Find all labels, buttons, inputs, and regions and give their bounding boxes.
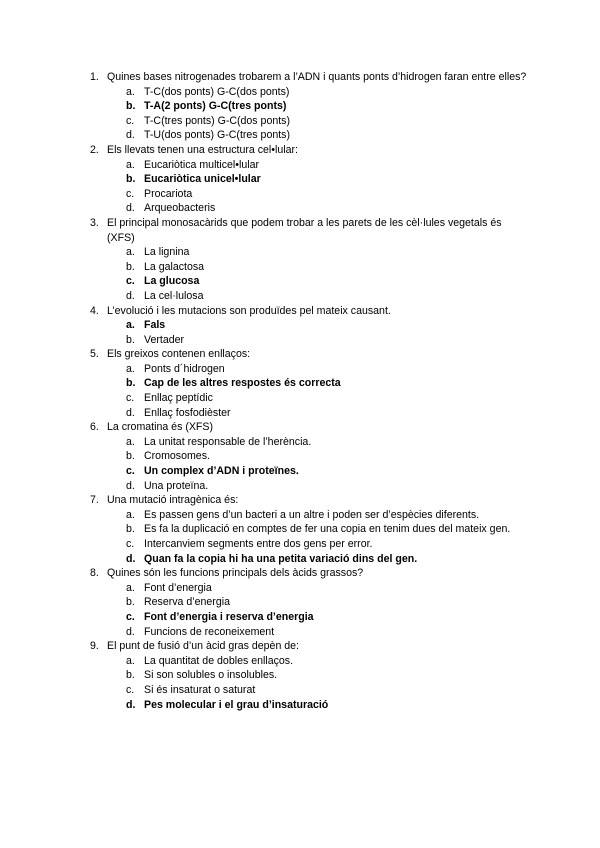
- answer-option: [90, 449, 530, 464]
- option-letter: b.: [126, 333, 135, 346]
- option-letter: d.: [126, 698, 136, 711]
- option-letter: b.: [126, 523, 135, 536]
- answer-option: [90, 625, 530, 640]
- answer-option-correct: [90, 610, 530, 625]
- answer-option-correct: [90, 552, 530, 567]
- question-item: [90, 347, 530, 362]
- option-text: Intercanviem segments entre dos gens per error.: [144, 538, 373, 550]
- option-letter: a.: [126, 508, 135, 521]
- question-item: [90, 143, 530, 158]
- answer-option: [90, 114, 530, 129]
- answer-option-correct: [90, 99, 530, 114]
- question-text: Els llevats tenen una estructura cel•lular:: [107, 143, 298, 156]
- question-text: El principal monosacàrids que podem trobar a les parets de les cèl·lules vegetals és (XFS): [107, 216, 502, 244]
- answer-option-correct: [90, 172, 530, 187]
- answer-option: [90, 595, 530, 610]
- question-number: 8.: [90, 567, 99, 580]
- answer-option: [90, 85, 530, 100]
- option-letter: d.: [126, 552, 136, 565]
- option-letter: c.: [126, 538, 135, 550]
- option-text: La glucosa: [144, 275, 200, 288]
- option-letter: b.: [126, 100, 136, 113]
- answer-option: [90, 406, 530, 421]
- answer-option: [90, 245, 530, 260]
- answer-option: [90, 362, 530, 377]
- option-letter: c.: [126, 683, 135, 696]
- option-text: T-A(2 ponts) G-C(tres ponts): [144, 100, 287, 113]
- option-letter: d.: [126, 479, 135, 492]
- option-text: Es fa la duplicació en comptes de fer una copia en tenim dues del mateix gen.: [144, 523, 511, 536]
- option-text: La unitat responsable de l’herència.: [144, 435, 312, 448]
- answer-option: [90, 128, 530, 143]
- question-text: L’evolució i les mutacions son produïdes pel mateix causant.: [107, 304, 391, 317]
- answer-option: [90, 435, 530, 450]
- question-number: 3.: [90, 216, 99, 229]
- option-text: Pes molecular i el grau d’insaturació: [144, 698, 329, 711]
- option-letter: d.: [126, 625, 135, 638]
- answer-option: [90, 391, 530, 406]
- option-letter: b.: [126, 173, 136, 186]
- question-item: [90, 639, 530, 654]
- option-letter: c.: [126, 610, 135, 623]
- question-number: 1.: [90, 71, 99, 83]
- option-text: La cel·lulosa: [144, 289, 204, 302]
- option-text: Quan fa la copia hi ha una petita variació dins del gen.: [144, 552, 418, 565]
- answer-option: [90, 187, 530, 202]
- option-text: Un complex d’ADN i proteïnes.: [144, 465, 299, 478]
- answer-option: [90, 479, 530, 494]
- option-text: Enllaç peptídic: [144, 392, 213, 405]
- option-text: Cromosomes.: [144, 450, 210, 463]
- answer-option-correct: [90, 464, 530, 479]
- question-item: [90, 304, 530, 319]
- option-text: Reserva d’energia: [144, 596, 230, 609]
- option-text: Enllaç fosfodièster: [144, 406, 231, 419]
- question-item: [90, 566, 530, 581]
- question-number: 4.: [90, 304, 99, 317]
- answer-option: [90, 158, 530, 173]
- question-number: 7.: [90, 494, 99, 507]
- question-number: 2.: [90, 143, 99, 156]
- option-letter: a.: [126, 246, 135, 259]
- option-text: T-C(tres ponts) G-C(dos ponts): [144, 114, 290, 127]
- question-item: [90, 420, 530, 435]
- answer-option-correct: [90, 376, 530, 391]
- option-text: Eucariòtica unicel•lular: [144, 173, 261, 186]
- option-text: Font d’energia i reserva d’energia: [144, 610, 314, 623]
- option-letter: b.: [126, 450, 135, 463]
- answer-options: [90, 158, 530, 216]
- option-text: Si és insaturat o saturat: [144, 683, 256, 696]
- answer-options: [90, 581, 530, 639]
- option-text: Cap de les altres respostes és correcta: [144, 377, 341, 390]
- answer-options: [90, 85, 530, 143]
- option-text: La quantitat de dobles enllaços.: [144, 654, 294, 667]
- question-number: 5.: [90, 348, 99, 361]
- question-item: [90, 493, 530, 508]
- option-text: Procariota: [144, 187, 193, 200]
- option-letter: d.: [126, 202, 135, 215]
- question-text: Una mutació intragènica és:: [107, 494, 239, 507]
- option-letter: c.: [126, 187, 135, 200]
- answer-option-correct: [90, 274, 530, 289]
- answer-option: [90, 260, 530, 275]
- option-letter: a.: [126, 654, 135, 667]
- question-text: El punt de fusió d’un àcid gras depèn de:: [107, 640, 300, 653]
- option-text: Eucariòtica multicel•lular: [144, 158, 259, 171]
- option-letter: b.: [126, 377, 136, 390]
- option-text: Fals: [144, 319, 166, 332]
- option-letter: a.: [126, 319, 135, 332]
- option-text: T-U(dos ponts) G-C(tres ponts): [144, 129, 290, 142]
- question-text: Els greixos contenen enllaços:: [107, 348, 251, 361]
- option-letter: c.: [126, 465, 135, 478]
- option-letter: a.: [126, 581, 135, 594]
- answer-option: [90, 668, 530, 683]
- answer-option: [90, 537, 530, 552]
- option-letter: b.: [126, 260, 135, 273]
- option-letter: c.: [126, 114, 135, 127]
- question-number: 9.: [90, 640, 99, 653]
- option-letter: c.: [126, 275, 135, 288]
- option-letter: b.: [126, 596, 135, 609]
- option-letter: a.: [126, 362, 135, 375]
- answer-options: [90, 654, 530, 712]
- option-text: Es passen gens d’un bacteri a un altre i poden ser d’espècies diferents.: [144, 508, 480, 521]
- option-text: Si son solubles o insolubles.: [144, 669, 278, 682]
- answer-option: [90, 581, 530, 596]
- question-text: Quines bases nitrogenades trobarem a l’ADN i quants ponts d’hidrogen faran entre elles?: [107, 71, 527, 83]
- option-text: La lignina: [144, 246, 190, 259]
- question-text: Quines són les funcions principals dels àcids grassos?: [107, 567, 364, 580]
- question-text: La cromatina és (XFS): [107, 421, 213, 434]
- option-text: Una proteïna.: [144, 479, 209, 492]
- answer-option: [90, 289, 530, 304]
- document-body: [90, 70, 530, 712]
- option-letter: b.: [126, 669, 135, 682]
- answer-option-correct: [90, 318, 530, 333]
- answer-option: [90, 683, 530, 698]
- option-letter: d.: [126, 406, 135, 419]
- answer-option-correct: [90, 698, 530, 713]
- answer-option: [90, 654, 530, 669]
- answer-option: [90, 333, 530, 348]
- option-letter: a.: [126, 435, 135, 448]
- option-text: Ponts d´hidrogen: [144, 362, 225, 375]
- option-text: Funcions de reconeixement: [144, 625, 275, 638]
- option-letter: d.: [126, 289, 135, 302]
- option-letter: c.: [126, 392, 135, 405]
- option-letter: a.: [126, 85, 135, 98]
- answer-options: [90, 362, 530, 420]
- question-item: [90, 70, 530, 85]
- answer-option: [90, 522, 530, 537]
- answer-options: [90, 508, 530, 566]
- answer-options: [90, 318, 530, 347]
- option-text: T-C(dos ponts) G-C(dos ponts): [144, 85, 290, 98]
- answer-options: [90, 435, 530, 493]
- option-text: Font d’energia: [144, 581, 212, 594]
- question-item: [90, 216, 530, 245]
- option-letter: d.: [126, 129, 135, 142]
- option-text: Arqueobacteris: [144, 202, 216, 215]
- answer-option: [90, 508, 530, 523]
- option-text: La galactosa: [144, 260, 205, 273]
- answer-options: [90, 245, 530, 303]
- answer-option: [90, 201, 530, 216]
- option-letter: a.: [126, 158, 135, 171]
- question-number: 6.: [90, 421, 99, 434]
- option-text: Vertader: [144, 333, 185, 346]
